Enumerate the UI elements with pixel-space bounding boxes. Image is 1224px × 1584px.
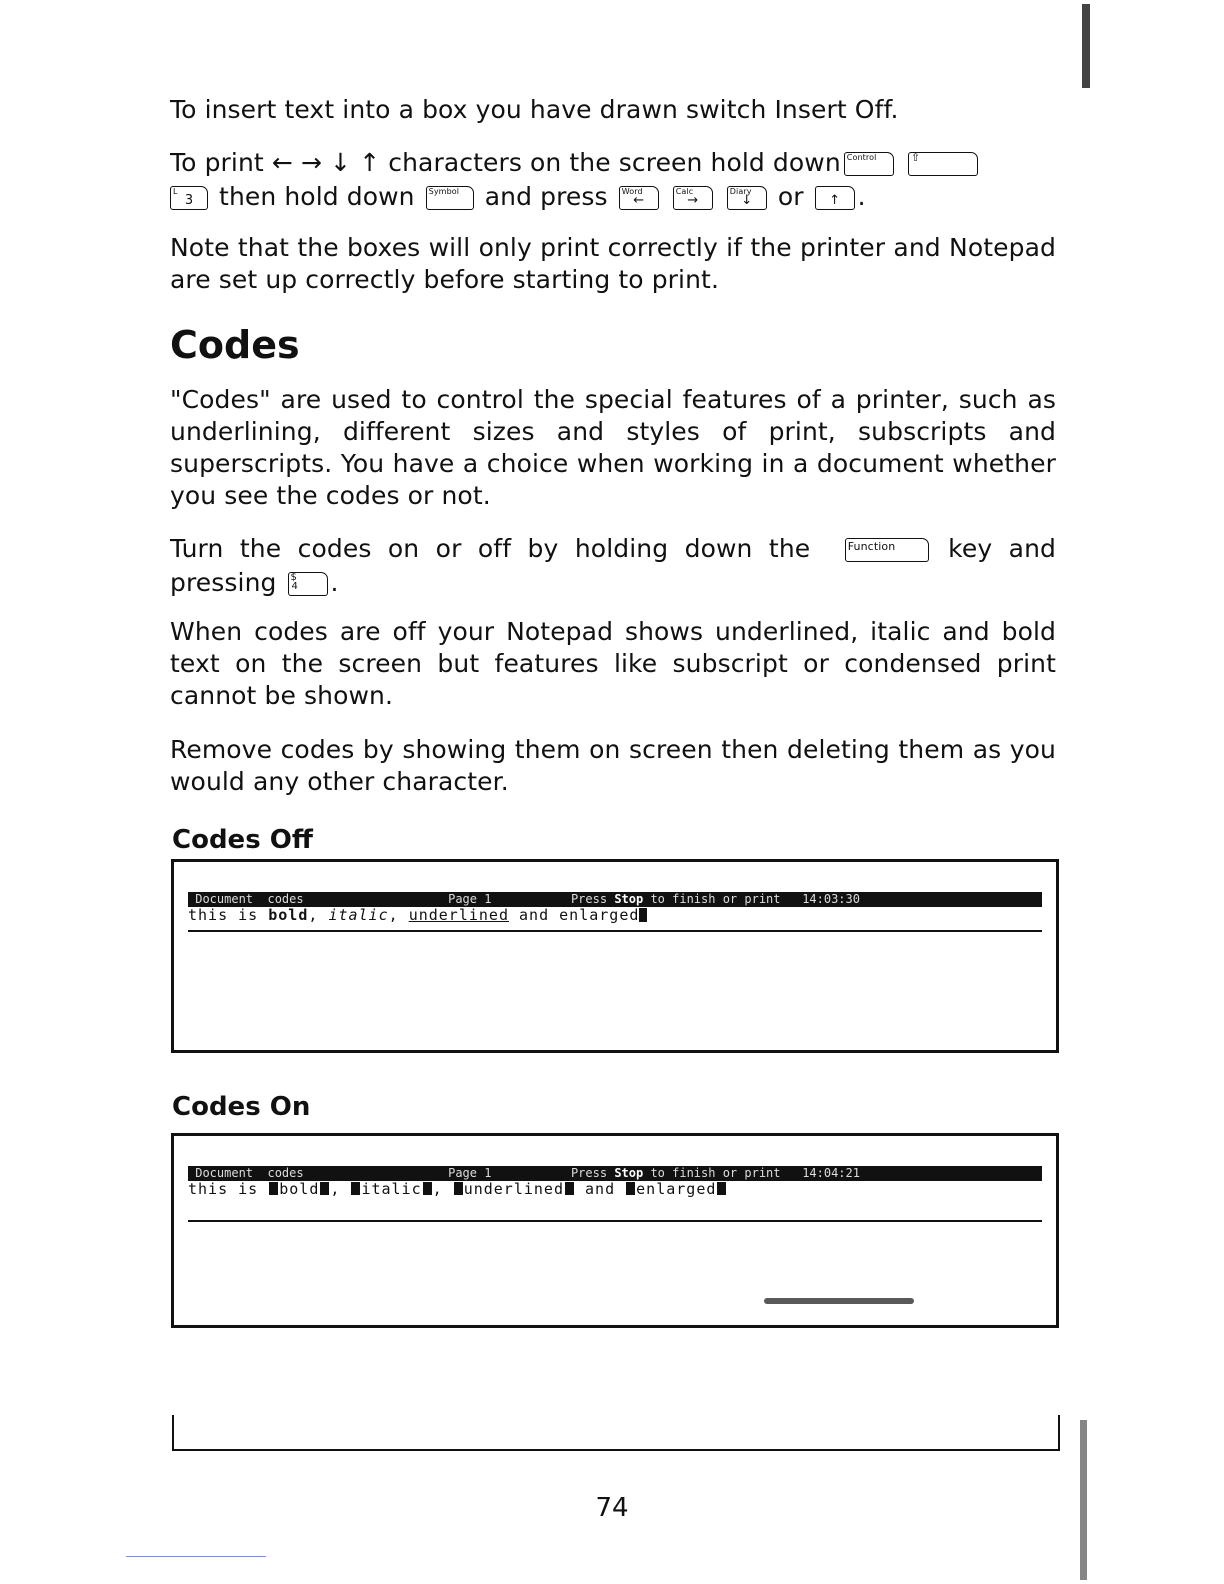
status-bar: Document codes Page 1 Press Stop to finish or print 14:04:21 (188, 1166, 1042, 1181)
symbol-key-icon: Symbol (426, 186, 474, 210)
heading-codes-off: Codes Off (172, 825, 313, 855)
up-arrow-key-icon: ↑ (815, 186, 855, 210)
bold-text: bold (268, 906, 309, 924)
toggle-text-a: Turn the codes on or off by holding down the (170, 534, 811, 563)
status-bar: Document codes Page 1 Press Stop to finish or print 14:03:30 (188, 892, 1042, 907)
paragraph-codes-intro: "Codes" are used to control the special features of a printer, such as underlining, different sizes and styles of print, subscripts and superscripts. You have a choice when working in a document whether you see the codes or not. (170, 385, 1056, 510)
code-marker (454, 1182, 463, 1195)
ruler-line (188, 1220, 1042, 1222)
print-chars-text-c: and press (484, 182, 608, 211)
scan-edge-mark-bottom (1080, 1420, 1087, 1580)
ruler-line (188, 930, 1042, 932)
dollar-four-key-icon: $ 4 (288, 572, 328, 596)
diary-down-arrow-key-icon: Diary ↓ (727, 186, 767, 210)
print-chars-text-b: then hold down (219, 182, 415, 211)
page-number: 74 (595, 1493, 629, 1523)
heading-codes-on: Codes On (172, 1092, 311, 1122)
paragraph-remove-codes: Remove codes by showing them on screen then deleting them as you would any other character. (170, 735, 1056, 796)
code-marker (423, 1182, 432, 1195)
enlarged-text: enlarged (559, 906, 640, 924)
code-marker (626, 1182, 635, 1195)
print-chars-text-or: or (777, 182, 804, 211)
document-line: this is bold, italic, underlined and enlarged (188, 907, 647, 924)
word-left-arrow-key-icon: Word ← (619, 186, 659, 210)
shift-key-icon: ⇧ (908, 152, 978, 176)
code-marker (269, 1182, 278, 1195)
italic-text: italic (328, 906, 389, 924)
control-key-icon: Control (844, 152, 894, 176)
paragraph-print-characters: To print ← → ↓ ↑ characters on the screen hold down Control ⇧ L 3 then hold down Symbol and press Word ← Calc → Diary ↓ or ↑ . (170, 146, 1056, 214)
code-marker (351, 1182, 360, 1195)
document-line: this is bold , italic , underlined and enlarged (188, 1181, 727, 1198)
scan-edge-mark-top (1082, 4, 1090, 88)
scan-smudge (764, 1298, 914, 1304)
code-marker (565, 1182, 574, 1195)
toggle-text-b: key and pressing (170, 534, 1056, 597)
screen-codes-off (171, 859, 1059, 1053)
paragraph-codes-off: When codes are off your Notepad shows underlined, italic and bold text on the screen but features like subscript or condensed print cannot be shown. (170, 617, 1056, 710)
scan-line-mark (126, 1556, 266, 1557)
underlined-text: underlined (408, 906, 509, 924)
print-chars-text-a: To print ← → ↓ ↑ characters on the screen hold down (170, 148, 841, 177)
calc-right-arrow-key-icon: Calc → (673, 186, 713, 210)
text-cursor (639, 908, 647, 922)
function-key-icon: Function (845, 538, 929, 562)
footer-bracket-line (172, 1415, 1060, 1451)
paragraph-boxes-note: Note that the boxes will only print correctly if the printer and Notepad are set up correctly before starting to print. (170, 233, 1056, 294)
l-three-key-icon: L 3 (170, 186, 208, 210)
heading-codes: Codes (170, 323, 300, 367)
paragraph-insert-box: To insert text into a box you have drawn switch Insert Off. (170, 95, 899, 124)
paragraph-toggle-codes: Turn the codes on or off by holding down the Function key and pressing $ 4 . (170, 534, 1056, 597)
code-marker (717, 1182, 726, 1195)
screen-codes-on (171, 1133, 1059, 1328)
code-marker (320, 1182, 329, 1195)
